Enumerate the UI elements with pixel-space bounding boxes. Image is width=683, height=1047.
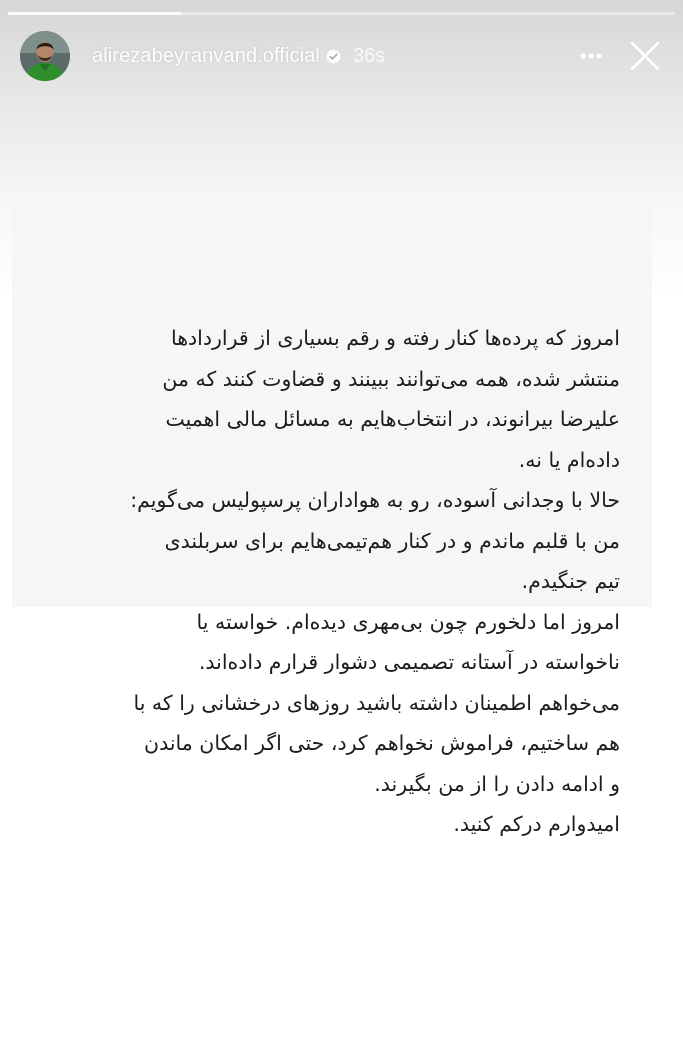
username[interactable]: alirezabeyranvand.official (92, 44, 320, 67)
story-text-line: منتشر شده، همه می‌توانند ببینند و قضاوت کنند که من (162, 366, 620, 391)
story-text-line: ناخواسته در آستانه تصمیمی دشوار قرارم داده‌اند. (198, 650, 620, 674)
more-options-button[interactable] (569, 34, 613, 78)
story-text-line: می‌خواهم اطمینان داشته باشید روزهای درخشانی را که با (133, 690, 620, 715)
story-text-line: تیم جنگیدم. (521, 569, 620, 593)
story-text-line: و ادامه دادن را از من بگیرند. (374, 771, 620, 796)
close-button[interactable] (621, 32, 669, 80)
story-text-block (40, 318, 620, 845)
story-text-line: داده‌ام یا نه. (518, 447, 620, 472)
story-progress-fill (8, 12, 181, 15)
more-horizontal-icon (580, 53, 602, 59)
story-text-line: حالا با وجدانی آسوده، رو به هواداران پرسپولیس می‌گویم: (130, 488, 620, 512)
story-text-line: من با قلبم ماندم و در کنار هم‌تیمی‌هایم برای سربلندی (164, 528, 620, 553)
verified-badge-icon (325, 48, 342, 65)
story-text-line: علیرضا بیرانوند، در انتخاب‌هایم به مسائل مالی اهمیت (165, 407, 620, 431)
story-progress-bar (8, 12, 675, 15)
story-text-line: امروز که پرده‌ها کنار رفته و رقم بسیاری از قراردادها (170, 326, 620, 350)
story-timestamp: 36s (352, 44, 386, 67)
story-text-line: امروز اما دلخورم چون بی‌مهری دیده‌ام. خواسته یا (196, 609, 620, 634)
story-text-line: امیدوارم درکم کنید. (453, 812, 620, 836)
story-header (20, 30, 669, 82)
story-text-line: هم ساختیم، فراموش نخواهم کرد، حتی اگر امکان ماندن (144, 731, 620, 755)
close-icon (629, 40, 661, 72)
avatar[interactable] (20, 31, 70, 81)
